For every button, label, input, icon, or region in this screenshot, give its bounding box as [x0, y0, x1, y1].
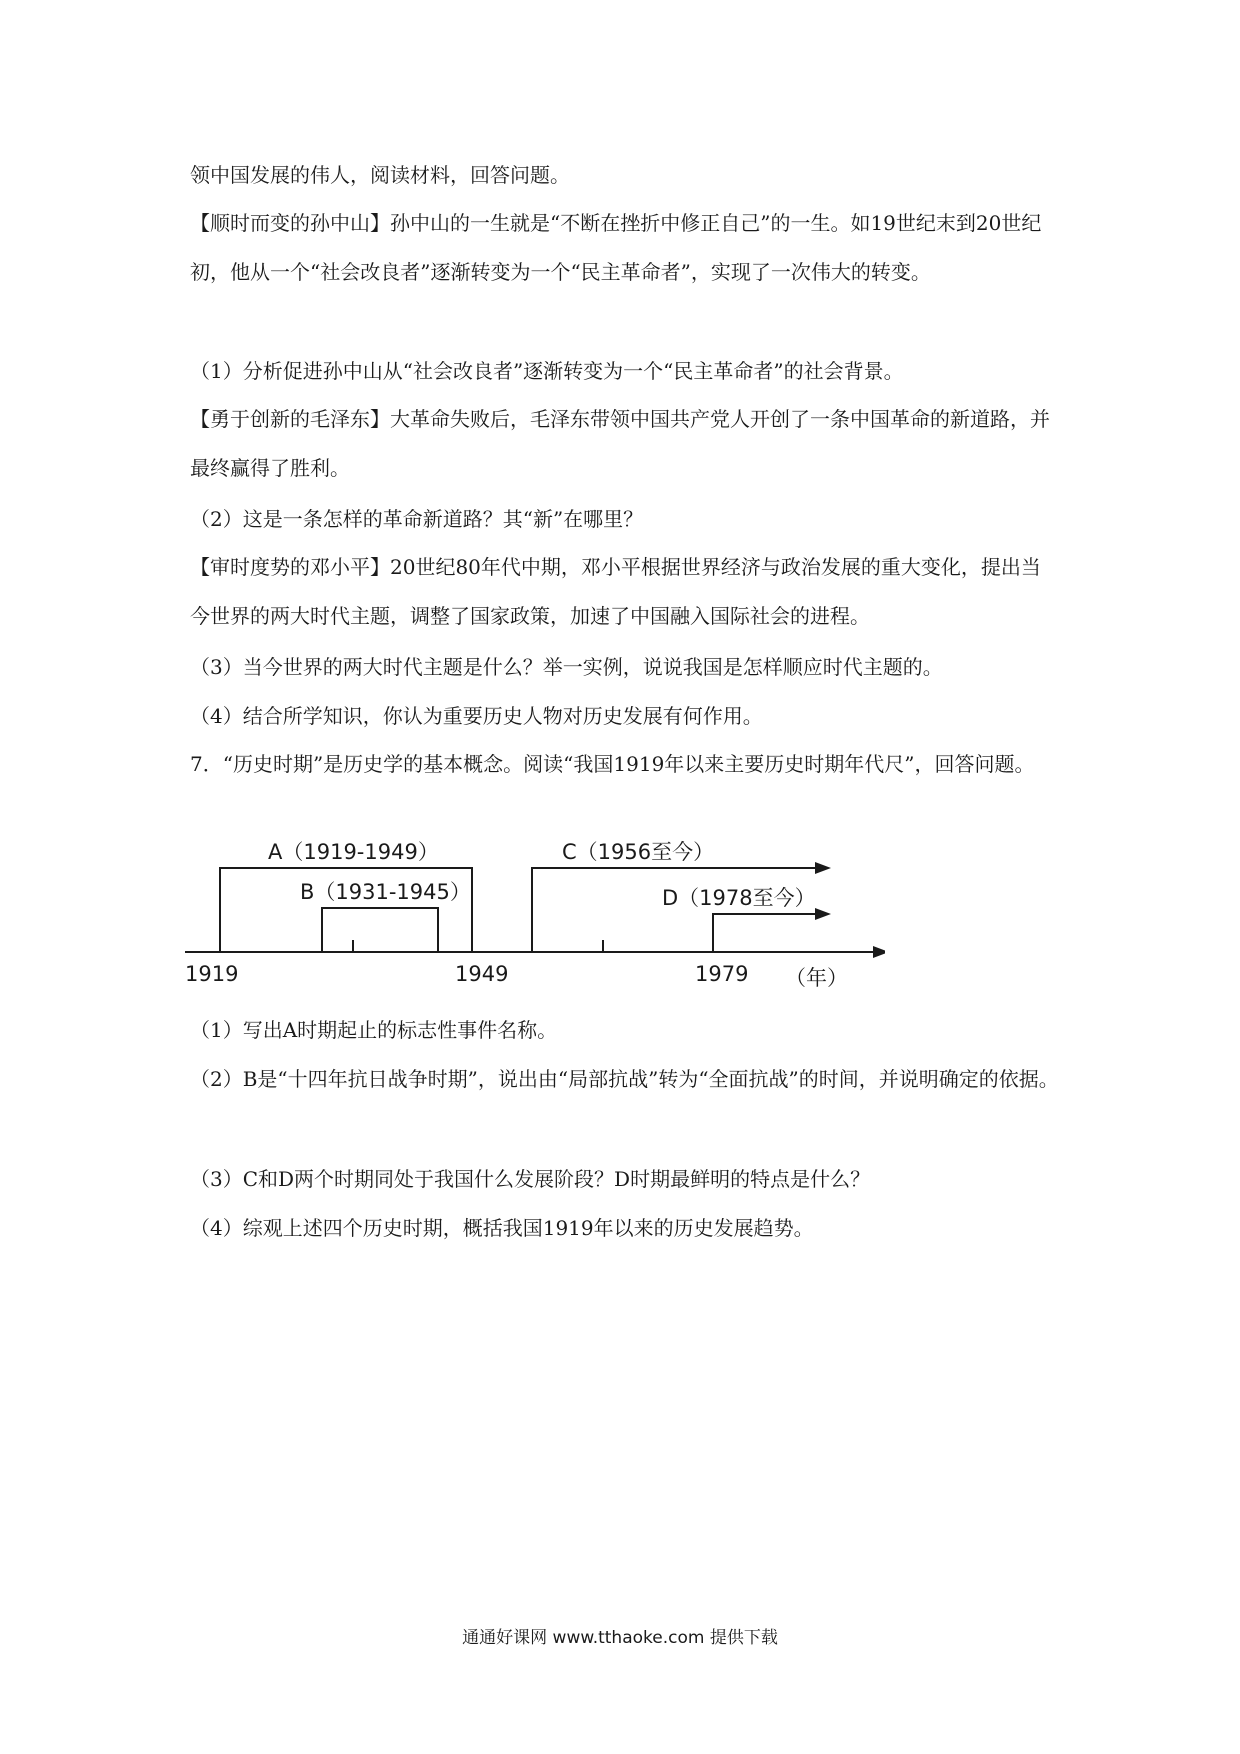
question-7-2: （2）B是“十四年抗日战争时期”，说出由“局部抗战”转为“全面抗战”的时间，并说明确定的依据。: [190, 1067, 1059, 1091]
period-b-bracket: [322, 908, 438, 952]
question-1: （1）分析促进孙中山从“社会改良者”逐渐转变为一个“民主革命者”的社会背景。: [190, 359, 904, 383]
period-c-bracket: [532, 868, 815, 952]
tick-label-1919: 1919: [185, 962, 239, 986]
label-period-b: B（1931-1945）: [300, 880, 471, 904]
axis-unit-label: （年）: [785, 966, 848, 990]
sun-yatsen-material: 【顺时而变的孙中山】孙中山的一生就是“不断在挫折中修正自己”的一生。如19世纪末到20世纪初，他从一个“社会改良者”逐渐转变为一个“民主革命者”，实现了一次伟大的转变。: [190, 211, 1042, 284]
period-d-arrowhead: [815, 908, 831, 920]
question-2: （2）这是一条怎样的革命新道路？其“新”在哪里？: [190, 507, 644, 531]
historical-period-timeline: [185, 830, 885, 1005]
period-d-bracket: [713, 914, 815, 952]
label-period-d: D（1978至今）: [662, 886, 816, 910]
period-c-arrowhead: [815, 862, 831, 874]
deng-xiaoping-material: 【审时度势的邓小平】20世纪80年代中期，邓小平根据世界经济与政治发展的重大变化，提出当今世界的两大时代主题，调整了国家政策，加速了中国融入国际社会的进程。: [190, 555, 1041, 628]
intro-line: 领中国发展的伟人，阅读材料，回答问题。: [190, 163, 570, 187]
question-7-3: （3）C和D两个时期同处于我国什么发展阶段？D时期最鲜明的特点是什么？: [190, 1167, 871, 1191]
label-period-a: A（1919-1949）: [268, 840, 439, 864]
question-7-1: （1）写出A时期起止的标志性事件名称。: [190, 1018, 558, 1042]
timeline-figure: [185, 830, 885, 1005]
tick-label-1949: 1949: [455, 962, 509, 986]
tick-label-1979: 1979: [695, 962, 749, 986]
time-axis-arrowhead: [873, 946, 885, 958]
mao-zedong-material: 【勇于创新的毛泽东】大革命失败后，毛泽东带领中国共产党人开创了一条中国革命的新道路，并最终赢得了胜利。: [190, 407, 1050, 480]
question-4: （4）结合所学知识，你认为重要历史人物对历史发展有何作用。: [190, 704, 763, 728]
footer-source-note: 通通好课网 www.tthaoke.com 提供下载: [462, 1628, 778, 1648]
question-7-stem: 7．“历史时期”是历史学的基本概念。阅读“我国1919年以来主要历史时期年代尺”，回答问题。: [190, 752, 1035, 776]
label-period-c: C（1956至今）: [562, 840, 715, 864]
question-3: （3）当今世界的两大时代主题是什么？举一实例，说说我国是怎样顺应时代主题的。: [190, 655, 943, 679]
question-7-4: （4）综观上述四个历史时期，概括我国1919年以来的历史发展趋势。: [190, 1216, 814, 1240]
